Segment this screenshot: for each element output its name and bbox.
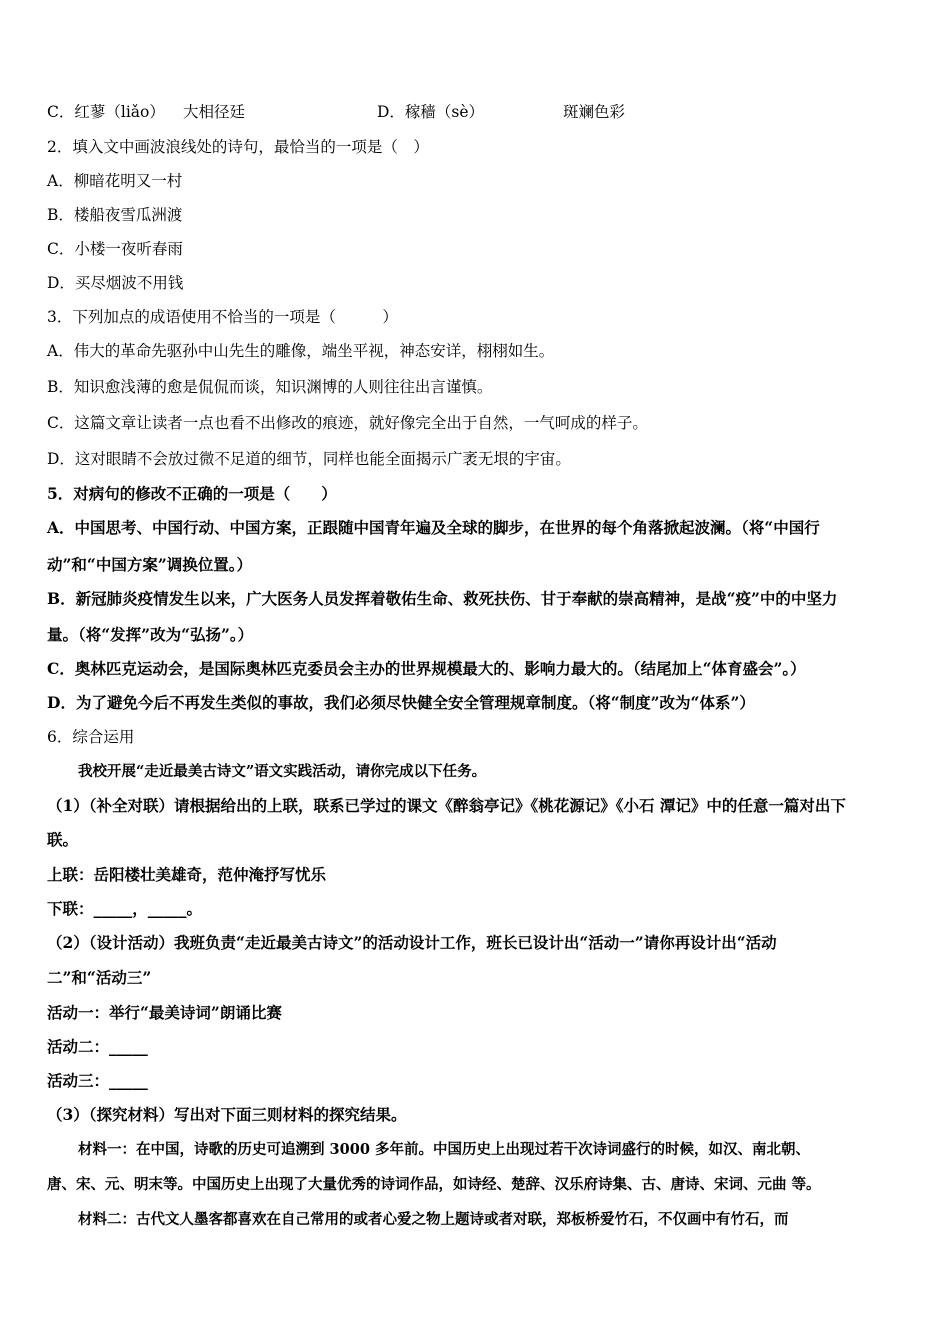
q5-option-a-line1: A．中国思考、中国行动、中国方案，正跟随中国青年遍及全球的脚步，在世界的每个角落掀起波澜。（将“中国行	[47, 518, 820, 537]
q3-option-b: B．知识愈浅薄的愈是侃侃而谈，知识渊博的人则往往出言谨慎。	[47, 378, 493, 396]
q6-upper-couplet: 上联：岳阳楼壮美雄奇，范仲淹抒写忧乐	[47, 865, 327, 884]
q3-stem: 3．下列加点的成语使用不恰当的一项是（ ）	[47, 308, 398, 326]
q1-option-c-word: 大相径廷	[183, 103, 246, 121]
q6-part1-line2: 联。	[47, 830, 79, 849]
q6-part1-line1: （1）（补全对联）请根据给出的上联，联系已学过的课文《醉翁亭记》《桃花源记》《小石 潭记》中的任意一篇对出下	[47, 796, 846, 815]
q1-option-d-word: 斑斓色彩	[563, 103, 626, 121]
q2-stem: 2．填入文中画波浪线处的诗句，最恰当的一项是（ ）	[47, 138, 429, 156]
q2-option-a: A．柳暗花明又一村	[47, 172, 183, 190]
q5-stem: 5．对病句的修改不正确的一项是（ ）	[47, 484, 337, 503]
q6-material1-line1: 材料一：在中国，诗歌的历史可追溯到 3000 多年前。中国历史上出现过若干次诗词盛行的时候，如汉、南北朝、	[78, 1141, 810, 1158]
q5-option-d: D．为了避免今后不再发生类似的事故，我们必须尽快健全安全管理规章制度。（将“制度”改为“体系”）	[47, 693, 755, 712]
q2-option-d: D．买尽烟波不用钱	[47, 274, 184, 292]
q5-option-b-line1: B．新冠肺炎疫情发生以来，广大医务人员发挥着敬佑生命、救死扶伤、甘于奉献的崇高精神，是战“疫”中的中坚力	[47, 589, 838, 608]
q6-intro: 我校开展“走近最美古诗文”语文实践活动，请你完成以下任务。	[78, 763, 487, 780]
q6-activity-3: 活动三：_____	[47, 1071, 148, 1090]
q1-option-d-label: D．稼穑（sè）	[377, 103, 485, 121]
q6-part2-line2: 二”和“活动三”	[47, 968, 152, 987]
q2-option-c: C．小楼一夜听春雨	[47, 240, 183, 258]
q6-material2-line1: 材料二：古代文人墨客都喜欢在自己常用的或者心爱之物上题诗或者对联，郑板桥爱竹石，不仅画中有竹石，而	[78, 1211, 789, 1228]
q6-activity-1: 活动一：举行“最美诗词”朗诵比赛	[47, 1003, 282, 1022]
q6-material1-line2: 唐、宋、元、明末等。中国历史上出现了大量优秀的诗词作品，如诗经、楚辞、汉乐府诗集、古、唐诗、宋词、元曲 等。	[47, 1176, 821, 1193]
q6-part3: （3）（探究材料）写出对下面三则材料的探究结果。	[47, 1105, 407, 1124]
q1-option-c-label: C．红蓼（liǎo）	[47, 103, 165, 121]
q6-lower-couplet: 下联：_____，_____。	[47, 899, 203, 918]
q6-part2-line1: （2）（设计活动）我班负责“走近最美古诗文”的活动设计工作，班长已设计出“活动一”请你再设计出“活动	[47, 933, 777, 952]
q5-option-b-line2: 量。（将“发挥”改为“弘扬”。）	[47, 625, 254, 644]
q6-activity-2: 活动二：_____	[47, 1037, 148, 1056]
q5-option-a-line2: 动”和“中国方案”调换位置。）	[47, 555, 252, 574]
q6-stem: 6．综合运用	[47, 728, 135, 746]
q3-option-d: D．这对眼睛不会放过微不足道的细节，同样也能全面揭示广袤无垠的宇宙。	[47, 450, 571, 468]
q3-option-a: A．伟大的革命先驱孙中山先生的雕像，端坐平视，神态安详，栩栩如生。	[47, 342, 555, 360]
q3-option-c: C．这篇文章让读者一点也看不出修改的痕迹，就好像完全出于自然，一气呵成的样子。	[47, 414, 648, 432]
q5-option-c: C．奥林匹克运动会，是国际奥林匹克委员会主办的世界规模最大的、影响力最大的。（结尾加上“体育盛会”。）	[47, 659, 806, 678]
q2-option-b: B．楼船夜雪瓜洲渡	[47, 206, 183, 224]
